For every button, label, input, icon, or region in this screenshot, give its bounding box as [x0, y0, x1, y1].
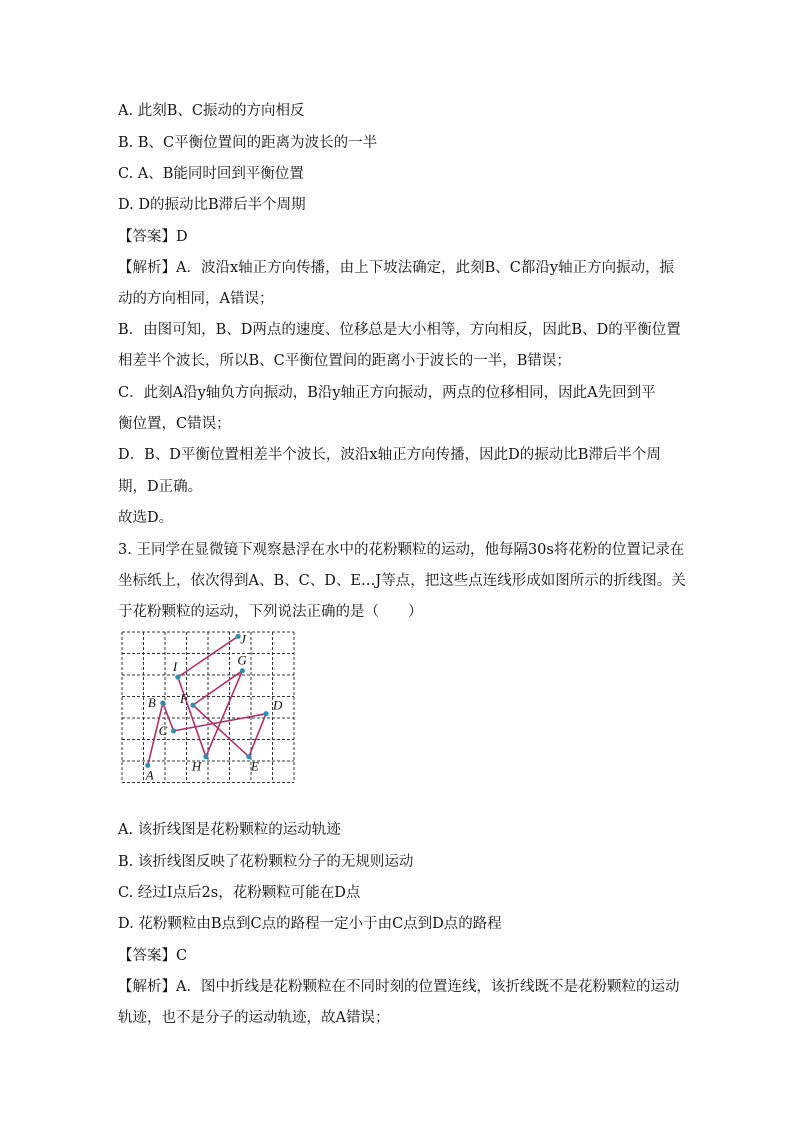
- q3-option-b: B. 该折线图反映了花粉颗粒分子的无规则运动: [118, 854, 414, 870]
- point-B: [160, 700, 165, 705]
- q2-answer: 【答案】D: [118, 229, 188, 245]
- q2-analysis-line: B．由图可知，B、D两点的速度、位移总是大小相等，方向相反，因此B、D的平衡位置: [118, 322, 681, 338]
- q3-stem-line: 于花粉颗粒的运动，下列说法正确的是（ ）: [118, 604, 423, 620]
- q2-analysis-line: D．B、D平衡位置相差半个波长，波沿x轴正方向传播，因此D的振动比B滞后半个周: [118, 447, 661, 463]
- point-label-H: H: [191, 758, 202, 774]
- q2-analysis-line: 期，D正确。: [118, 479, 203, 495]
- point-label-C: C: [158, 722, 168, 738]
- q3-option-c: C. 经过I点后2s，花粉颗粒可能在D点: [118, 885, 361, 901]
- point-label-D: D: [273, 697, 283, 713]
- q3-analysis-line: 轨迹，也不是分子的运动轨迹，故A错误；: [118, 1010, 390, 1026]
- point-label-A: A: [145, 767, 154, 783]
- q3-analysis-line: 【解析】A．图中折线是花粉颗粒在不同时刻的位置连线，该折线既不是花粉颗粒的运动: [118, 979, 680, 995]
- q2-conclusion: 故选D。: [118, 510, 174, 526]
- path-segment-DE: [249, 714, 266, 757]
- q3-option-d: D. 花粉颗粒由B点到C点的路程一定小于由C点到D点的路程: [118, 916, 502, 932]
- pollen-path-figure: [118, 628, 296, 808]
- q2-analysis-line: 衡位置，C错误；: [118, 416, 231, 432]
- q2-analysis-line: 相差半个波长，所以B、C平衡位置间的距离小于波长的一半，B错误；: [118, 353, 571, 369]
- q2-option-b: B. B、C平衡位置间的距离为波长的一半: [118, 135, 378, 151]
- q3-stem-line: 坐标纸上，依次得到A、B、C、D、E…J等点，把这些点连线形成如图所示的折线图。关: [118, 573, 686, 589]
- point-label-B: B: [147, 694, 156, 710]
- point-G: [240, 668, 245, 673]
- point-label-J: J: [240, 631, 246, 647]
- point-label-E: E: [250, 758, 259, 774]
- q2-option-c: C. A、B能同时回到平衡位置: [118, 166, 304, 182]
- point-D: [263, 711, 268, 716]
- point-F: [190, 703, 195, 708]
- path-segment-EF: [193, 705, 249, 757]
- q2-option-a: A. 此刻B、C振动的方向相反: [118, 103, 305, 119]
- point-label-F: F: [179, 691, 188, 707]
- q3-stem-line: 3. 王同学在显微镜下观察悬浮在水中的花粉颗粒的运动，他每隔30s将花粉的位置记录在: [118, 542, 685, 558]
- q3-option-a: A. 该折线图是花粉颗粒的运动轨迹: [118, 822, 341, 838]
- point-label-I: I: [172, 659, 178, 675]
- q2-option-d: D. D的振动比B滞后半个周期: [118, 197, 306, 213]
- point-I: [175, 675, 180, 680]
- q3-answer: 【答案】C: [118, 948, 188, 964]
- q2-analysis-line: C．此刻A沿y轴负方向振动，B沿y轴正方向振动，两点的位移相同，因此A先回到平: [118, 385, 656, 401]
- point-H: [203, 754, 208, 759]
- path-segment-HI: [178, 677, 206, 757]
- q2-analysis-line: 动的方向相同，A错误；: [118, 291, 274, 307]
- point-C: [171, 728, 176, 733]
- point-label-G: G: [237, 652, 247, 668]
- q2-analysis-line: 【解析】A．波沿x轴正方向传播，由上下坡法确定，此刻B、C都沿y轴正方向振动，振: [118, 260, 675, 276]
